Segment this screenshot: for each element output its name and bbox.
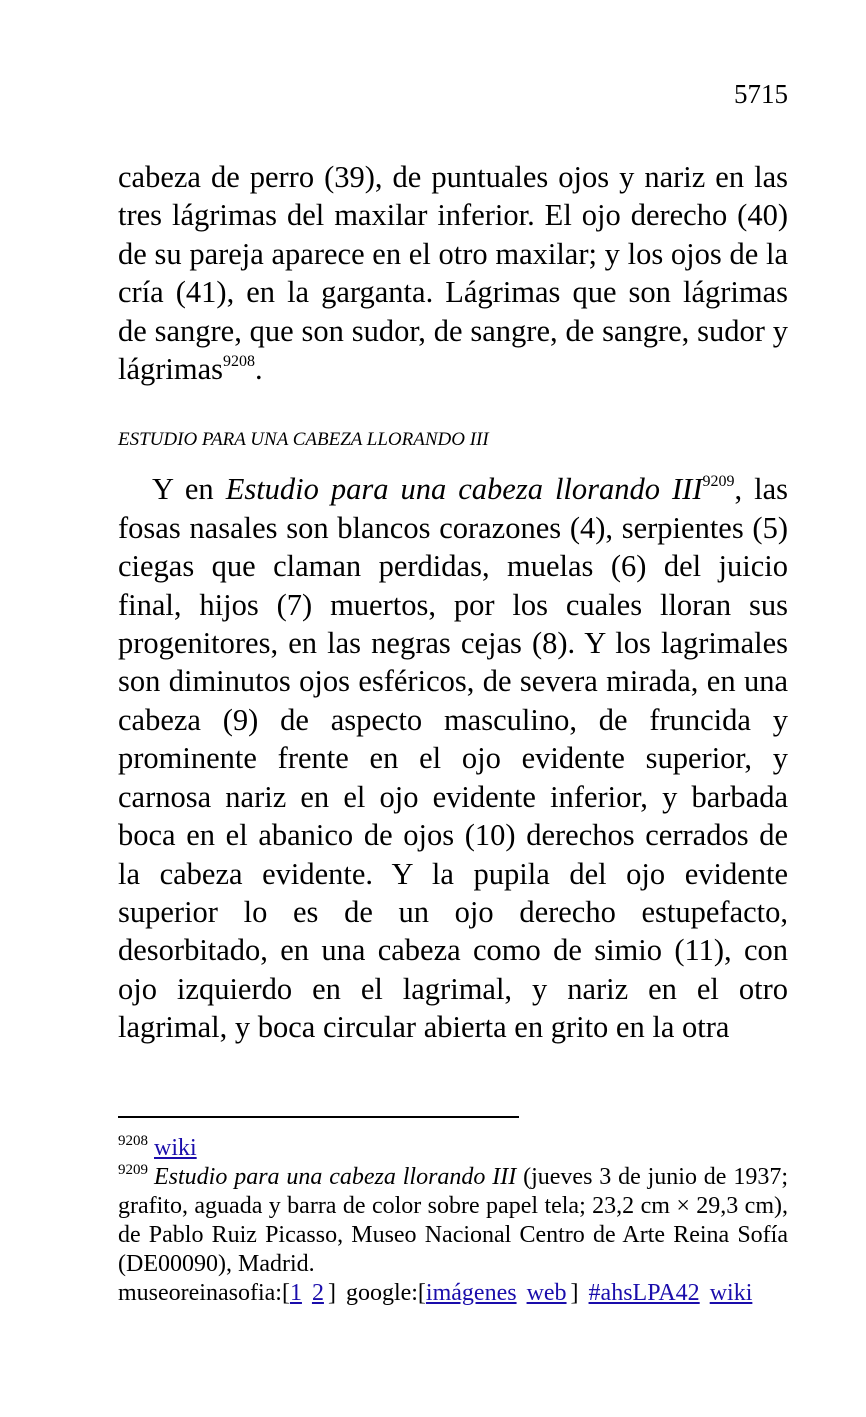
google-close: ]: [570, 1280, 579, 1306]
google-images-link[interactable]: imágenes: [425, 1280, 517, 1306]
museo-link-1[interactable]: 1: [289, 1280, 302, 1306]
footnote-ref-9208[interactable]: 9208: [223, 353, 256, 371]
museo-label: museoreinasofia:[: [118, 1280, 290, 1306]
footnote-text: (jueves 3 de junio de 1937; grafito, aguada y barra de color sobre papel tela; 23,2 cm × 29,3 cm), de Pablo Ruiz Picasso, Museo Nacional Centro de Arte Reina Sofía (DE00090), Madrid.: [118, 1164, 788, 1277]
google-web-link[interactable]: web: [526, 1280, 567, 1306]
paragraph-2-lead: Y en: [152, 472, 226, 507]
paragraph-2: [118, 470, 788, 1046]
paragraph-1: [118, 158, 788, 388]
reference-links: [118, 1279, 788, 1308]
museo-link-2[interactable]: 2: [311, 1280, 324, 1306]
artwork-title: Estudio para una cabeza llorando III: [225, 472, 703, 507]
footnote-9208: [118, 1134, 788, 1163]
museo-close: ]: [327, 1280, 336, 1306]
footnote-divider: [118, 1116, 519, 1118]
page-number: 5715: [734, 79, 788, 109]
footnotes: [118, 1134, 788, 1308]
paragraph-1-text: cabeza de perro (39), de puntuales ojos y nariz en las tres lágrimas del maxilar inferior. El ojo derecho (40) de su pareja aparece en el otro maxilar; y los ojos de la cría (41), en la garganta. Lágrimas que son lágrimas de sangre, que son sudor, de sangre, de sangre, sudor y lágrimas: [118, 160, 788, 387]
wiki-link[interactable]: wiki: [154, 1135, 197, 1161]
footnote-number: 9209: [118, 1162, 148, 1178]
section-heading: ESTUDIO PARA UNA CABEZA LLORANDO III: [118, 429, 489, 451]
main-text: [118, 158, 788, 1047]
paragraph-1-end: .: [255, 352, 263, 387]
footnote-artwork-title: Estudio para una cabeza llorando III: [154, 1164, 517, 1190]
hashtag-link[interactable]: #ahsLPA42: [588, 1280, 700, 1306]
paragraph-2-text: , las fosas nasales son blancos corazones (4), serpientes (5) ciegas que claman perdidas, muelas (6) del juicio final, hijos (7) muertos, por los cuales lloran sus progenitores, en las negras cejas (8). Y los lagrimales son diminutos ojos esféricos, de severa mirada, en una cabeza (9) de aspecto masculino, de fruncida y prominente frente en el ojo evidente superior, y carnosa nariz en el ojo evidente inferior, y barbada boca en el abanico de ojos (10) derechos cerrados de la cabeza evidente. Y la pupila del ojo evidente superior lo es de un ojo derecho estupefacto, desorbitado, en una cabeza como de simio (11), con ojo izquierdo en el lagrimal, y nariz en el otro lagrimal, y boca circular abierta en grito en la otra: [118, 472, 788, 1045]
google-label: google:[: [345, 1280, 426, 1306]
wiki-link-2[interactable]: wiki: [709, 1280, 753, 1306]
footnote-9209: [118, 1163, 788, 1279]
footnote-ref-9209[interactable]: 9209: [702, 473, 735, 491]
footnote-number: 9208: [118, 1133, 148, 1149]
